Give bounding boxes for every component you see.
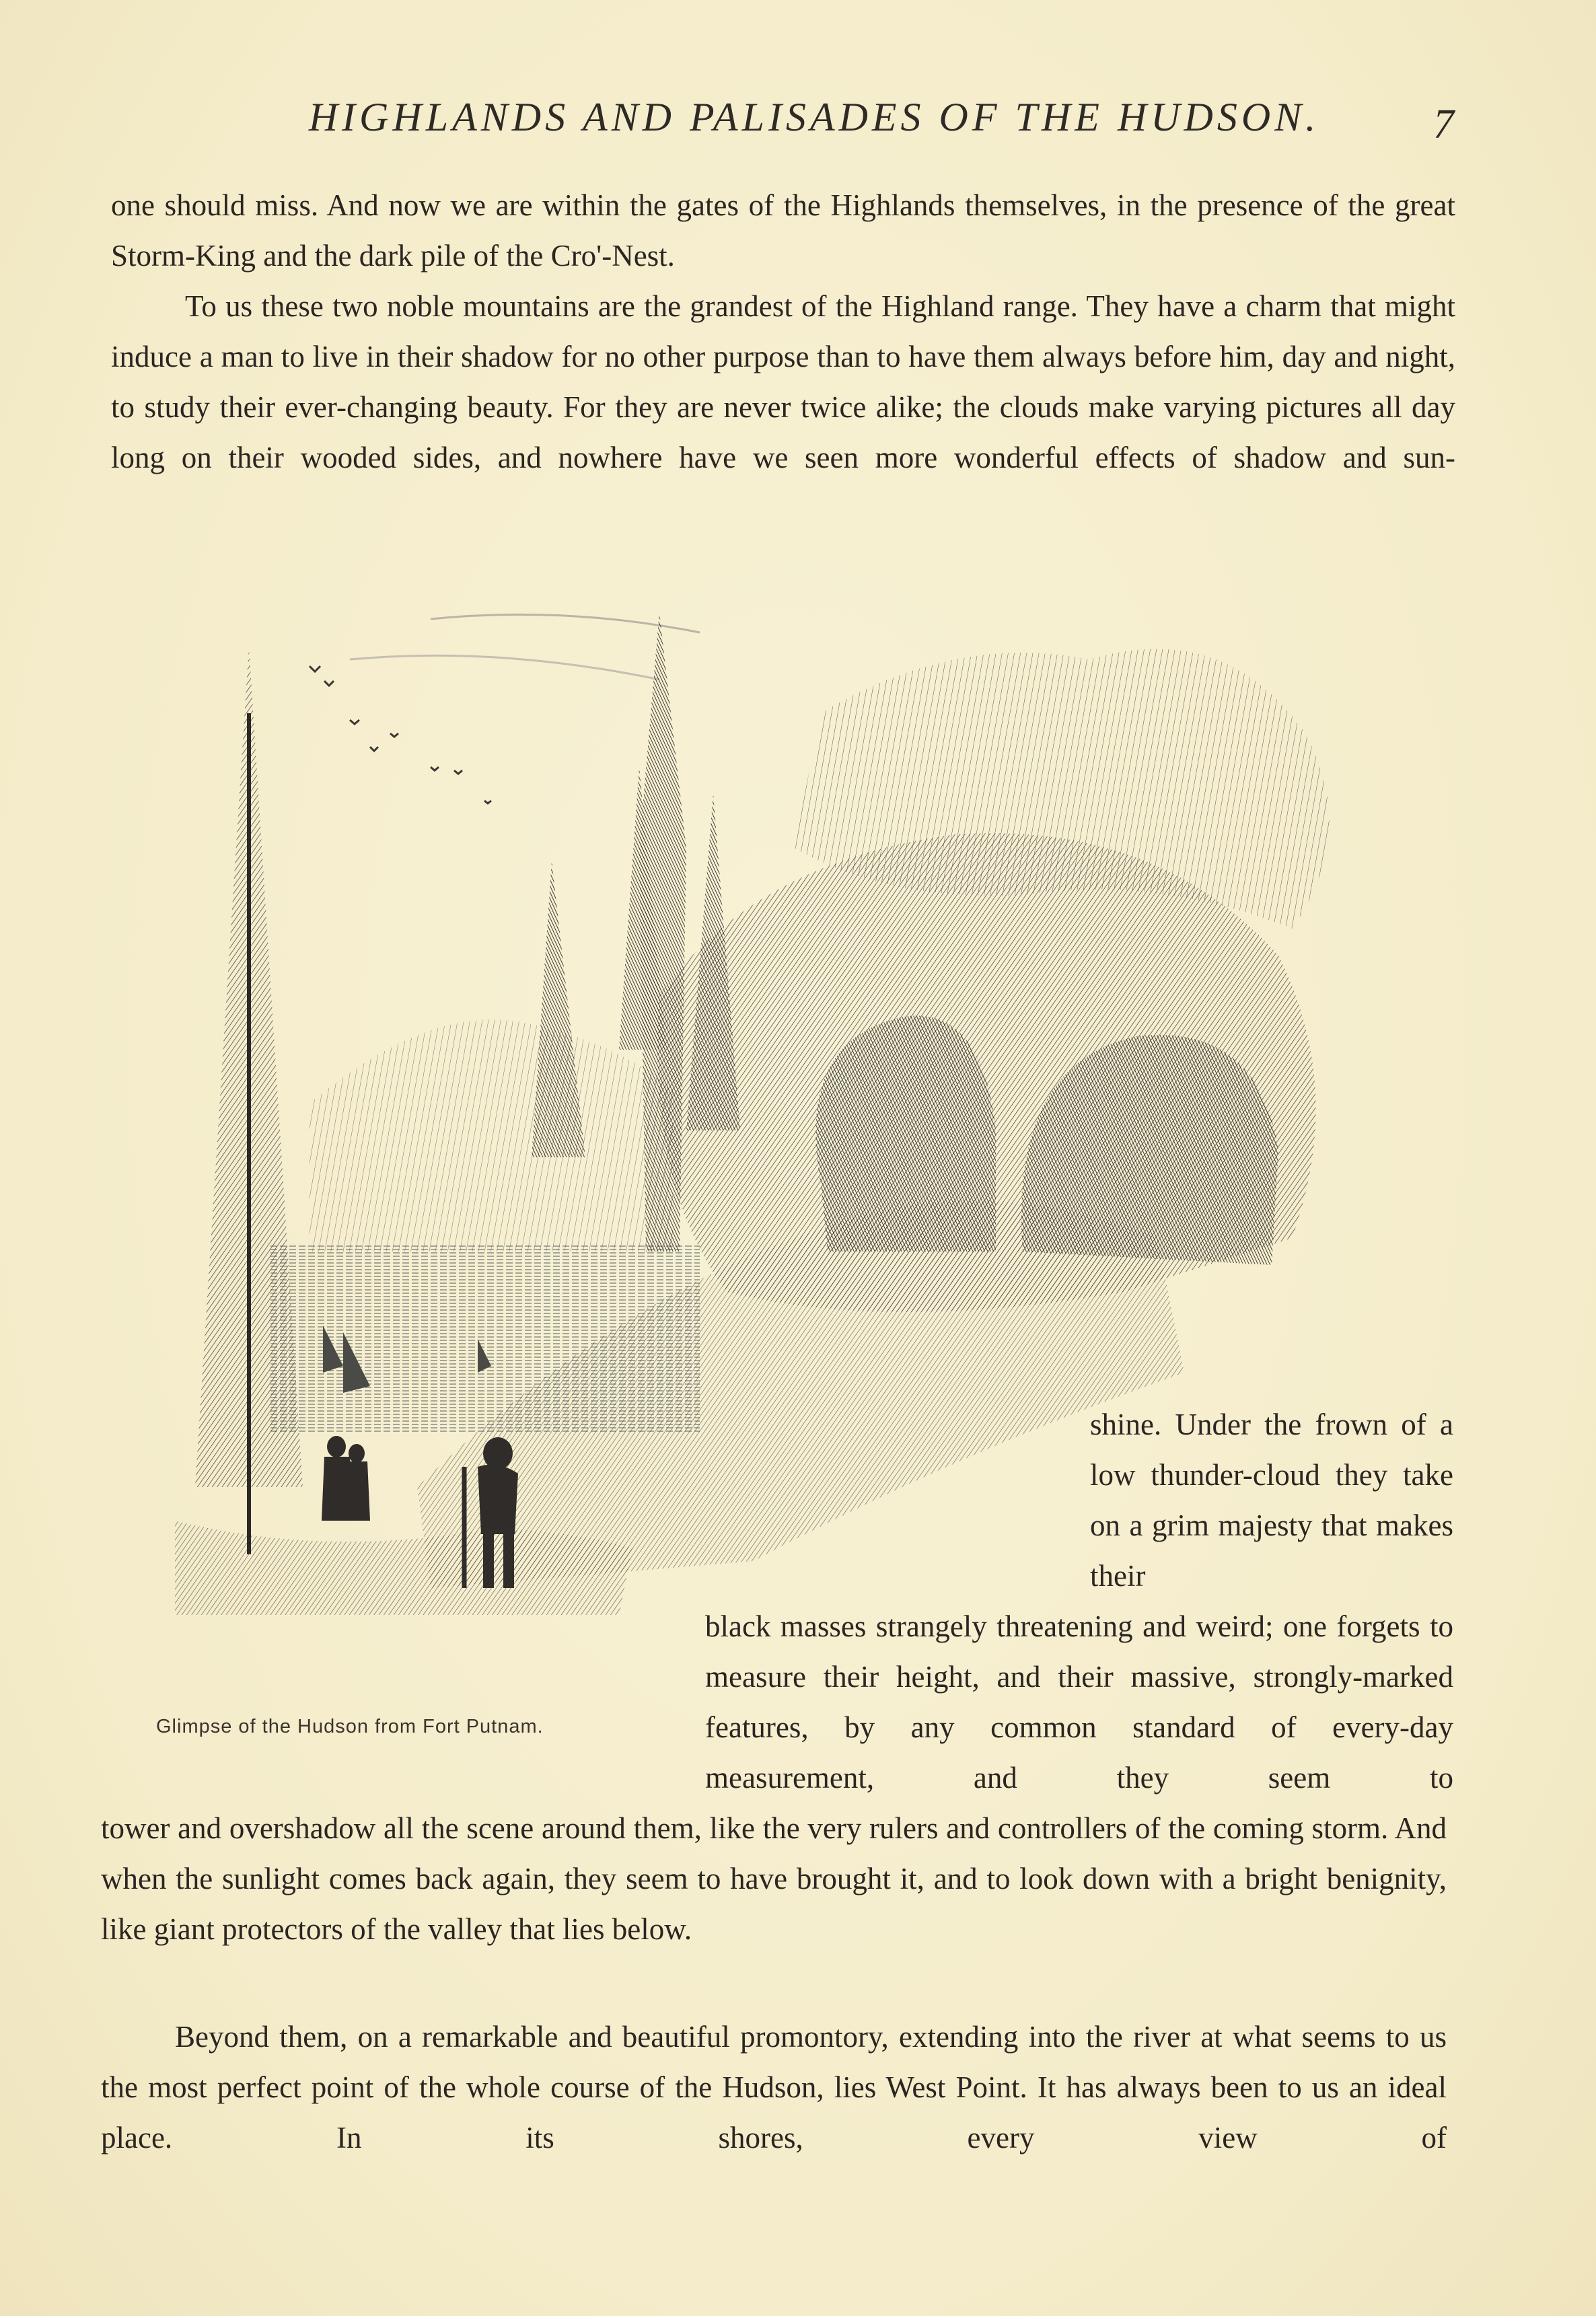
figure-caption: Glimpse of the Hudson from Fort Putnam. [156,1716,544,1737]
page-number: 7 [1433,102,1454,147]
left-pine [195,646,303,1554]
distant-mountain [310,1019,673,1252]
birds [310,666,491,803]
paragraph-3-narrow: shine. Under the frown of a low thunder-cloud they take on a grim majesty that makes their [1090,1408,1453,1593]
paragraph-1: one should miss. And now we are within the gates of the Highlands themselves, in the presence of the great Storm-King and the dark pile of the Cro'-Nest. [111,188,1455,273]
foreground-grass [175,1521,632,1615]
paragraph-2: To us these two noble mountains are the grandest of the Highland range. They have a charm that might induce a man to live in their shadow for no other purpose than to have them always before him, day and night, to study their ever-changing beauty. For they are never twice alike; the clouds make varying pictures all day long on their wooded sides, and nowhere have we seen more wonderful effects of shadow and sun- [111,289,1455,474]
paragraph-4: Beyond them, on a remarkable and beautiful promontory, extending into the river at what seems to us the most perfect point of the whole course of the Hudson, lies West Point. It has always been to us an ideal place. In its shores, every view of [101,2020,1447,2155]
left-arch [815,1015,996,1252]
paragraph-3-full: tower and overshadow all the scene around them, like the very rulers and controllers of the coming storm. And when the sunlight comes back again, they seem to have brought it, and to look down with a bright benignity, like giant protectors of the valley that lies below. [101,1811,1447,1946]
paragraph-3-medium: black masses strangely threatening and weird; one forgets to measure their height, and their massive, strongly-marked features, by any common standard of every-day measurement, and they seem to [705,1609,1453,1795]
sky-lines [350,614,700,680]
running-head: HIGHLANDS AND PALISADES OF THE HUDSON. [308,95,1320,139]
